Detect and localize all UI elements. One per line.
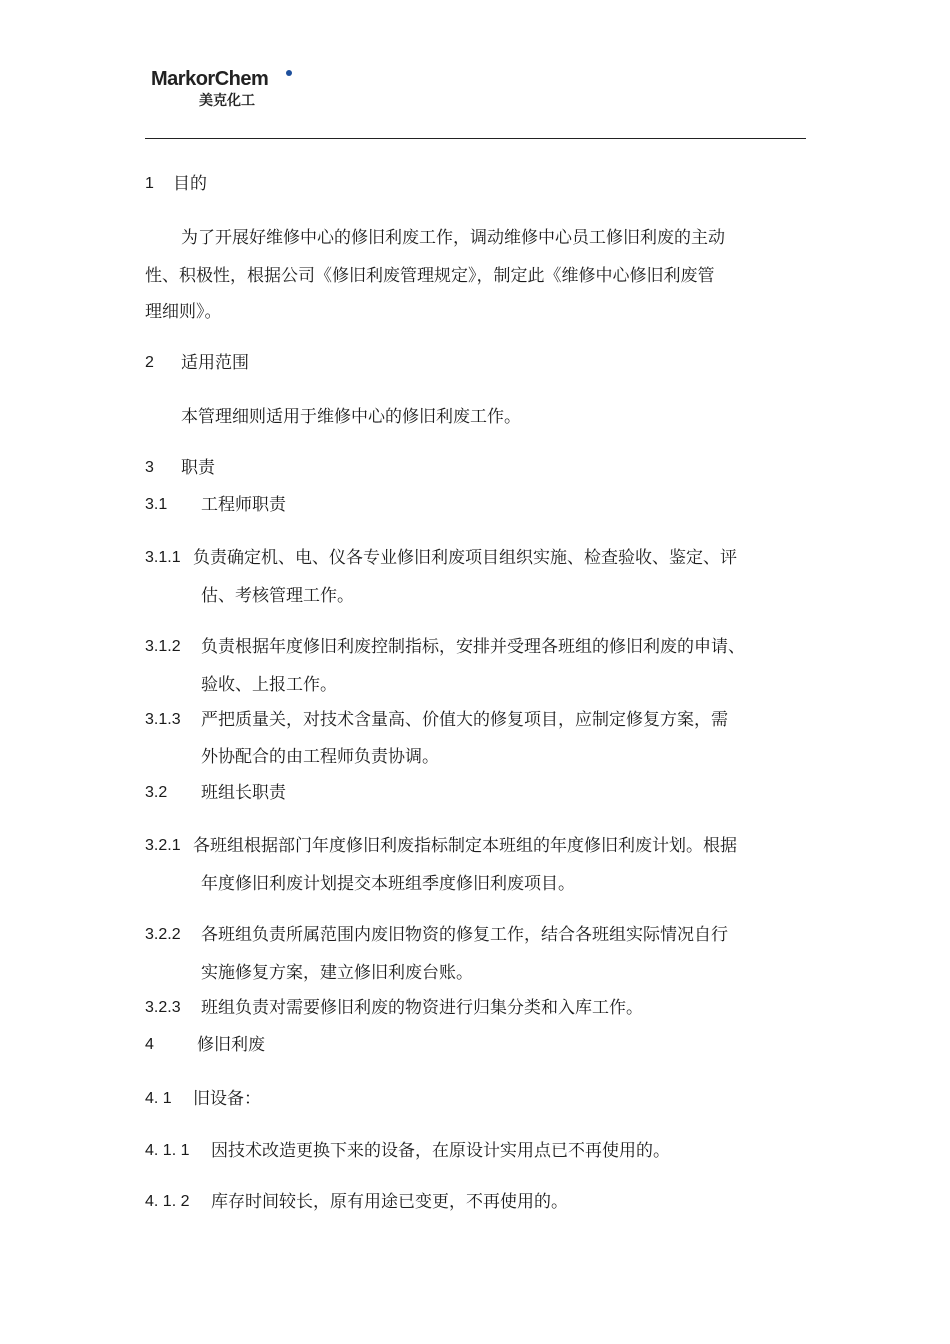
clause-number: 3.1.3 xyxy=(145,711,181,728)
section-title: 职责 xyxy=(181,458,215,478)
section-title: 适用范围 xyxy=(181,353,249,373)
clause-number: 4. 1. 1 xyxy=(145,1142,190,1159)
clause-number: 3.1.1 xyxy=(145,549,181,566)
clause-number: 4. 1. 2 xyxy=(145,1193,190,1210)
paragraph-line: 为了开展好维修中心的修旧利废工作，调动维修中心员工修旧利废的主动 xyxy=(181,228,725,248)
section-number: 4 xyxy=(145,1036,154,1053)
clause-line: 负责根据年度修旧利废控制指标，安排并受理各班组的修旧利废的申请、 xyxy=(201,637,745,657)
clause-line: 班组负责对需要修旧利废的物资进行归集分类和入库工作。 xyxy=(201,998,643,1018)
paragraph-line: 性、积极性，根据公司《修旧利废管理规定》，制定此《维修中心修旧利废管 xyxy=(145,266,715,286)
clause-number: 3.2.1 xyxy=(145,837,181,854)
paragraph-line: 本管理细则适用于维修中心的修旧利废工作。 xyxy=(181,407,521,427)
clause-number: 3.1.2 xyxy=(145,638,181,655)
company-logo xyxy=(151,68,311,114)
subsection-title: 工程师职责 xyxy=(201,495,286,515)
subsection-number: 3.2 xyxy=(145,784,168,801)
clause-line: 实施修复方案，建立修旧利废台账。 xyxy=(201,963,473,983)
clause-line: 负责确定机、电、仪各专业修旧利废项目组织实施、检查验收、鉴定、评 xyxy=(193,548,737,568)
subsection-number: 4. 1 xyxy=(145,1090,172,1107)
clause-line: 各班组根据部门年度修旧利废指标制定本班组的年度修旧利废计划。根据 xyxy=(193,836,737,856)
logo-dot-icon xyxy=(286,70,292,76)
logo-text-en: MarkorChem xyxy=(151,68,269,90)
clause-line: 库存时间较长，原有用途已变更，不再使用的。 xyxy=(211,1192,568,1212)
subsection-title: 旧设备： xyxy=(193,1089,261,1109)
section-title: 修旧利废 xyxy=(197,1035,265,1055)
subsection-number: 3.1 xyxy=(145,496,168,513)
clause-line: 各班组负责所属范围内废旧物资的修复工作，结合各班组实际情况自行 xyxy=(201,925,728,945)
clause-line: 因技术改造更换下来的设备，在原设计实用点已不再使用的。 xyxy=(211,1141,670,1161)
clause-line: 验收、上报工作。 xyxy=(201,675,337,695)
subsection-title: 班组长职责 xyxy=(201,783,286,803)
clause-number: 3.2.3 xyxy=(145,999,181,1016)
clause-number: 3.2.2 xyxy=(145,926,181,943)
logo-text-cn: 美克化工 xyxy=(199,93,255,109)
section-number: 1 xyxy=(145,175,154,192)
clause-line: 估、考核管理工作。 xyxy=(201,586,354,606)
clause-line: 年度修旧利废计划提交本班组季度修旧利废项目。 xyxy=(201,874,575,894)
section-title: 目的 xyxy=(173,174,207,194)
section-number: 2 xyxy=(145,354,154,371)
clause-line: 外协配合的由工程师负责协调。 xyxy=(201,747,439,767)
section-number: 3 xyxy=(145,459,154,476)
clause-line: 严把质量关，对技术含量高、价值大的修复项目，应制定修复方案，需 xyxy=(201,710,728,730)
paragraph-line: 理细则》。 xyxy=(145,302,222,322)
header-divider xyxy=(145,138,806,139)
